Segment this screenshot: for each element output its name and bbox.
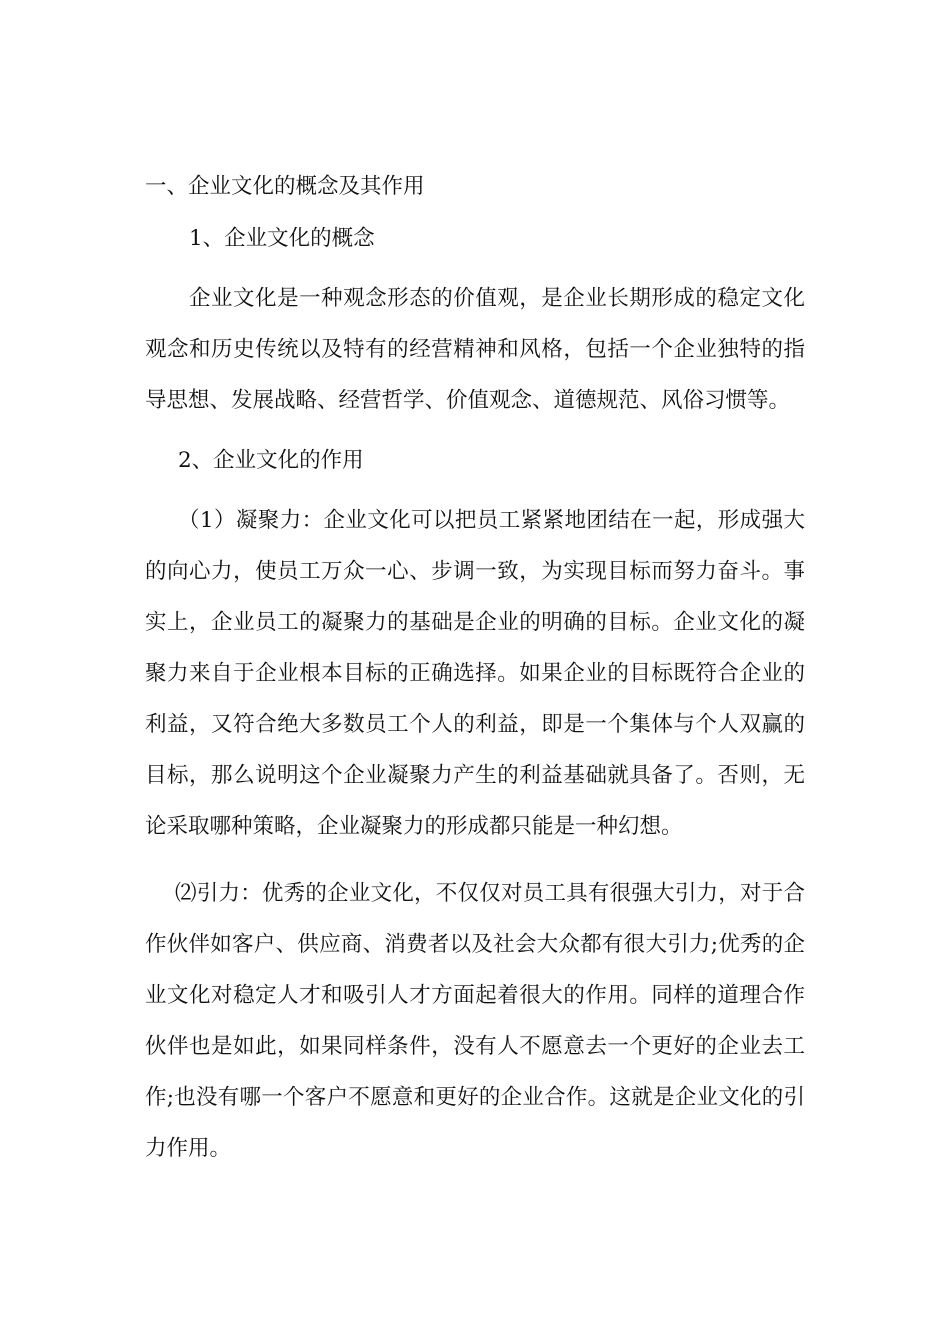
paragraph-cohesion: （1）凝聚力：企业文化可以把员工紧紧地团结在一起，形成强大的向心力，使员工万众一心、步调一致，为实现目标而努力奋斗。事实上，企业员工的凝聚力的基础是企业的明确的目标。企业文化的凝聚力来自于企业根本目标的正确选择。如果企业的目标既符合企业的利益，又符合绝大多数员工个人的利益，即是一个集体与个人双赢的目标，那么说明这个企业凝聚力产生的利益基础就具备了。否则，无论采取哪种策略，企业凝聚力的形成都只能是一种幻想。: [145, 508, 805, 839]
document-body: [145, 168, 805, 1190]
paragraph-attraction: ⑵引力：优秀的企业文化，不仅仅对员工具有很强大引力，对于合作伙伴如客户、供应商、消费者以及社会大众都有很大引力;优秀的企业文化对稳定人才和吸引人才方面起着很大的作用。同样的道理合作伙伴也是如此，如果同样条件，没有人不愿意去一个更好的企业去工作;也没有哪一个客户不愿意和更好的企业合作。这就是企业文化的引力作用。: [145, 881, 805, 1161]
sub-heading-function: 2、企业文化的作用: [178, 448, 364, 473]
section-heading: 一、企业文化的概念及其作用: [145, 174, 425, 199]
sub-heading-concept: 1、企业文化的概念: [189, 226, 375, 251]
paragraph-concept: 企业文化是一种观念形态的价值观，是企业长期形成的稳定文化观念和历史传统以及特有的经营精神和风格，包括一个企业独特的指导思想、发展战略、经营哲学、价值观念、道德规范、风俗习惯等。: [145, 286, 805, 413]
